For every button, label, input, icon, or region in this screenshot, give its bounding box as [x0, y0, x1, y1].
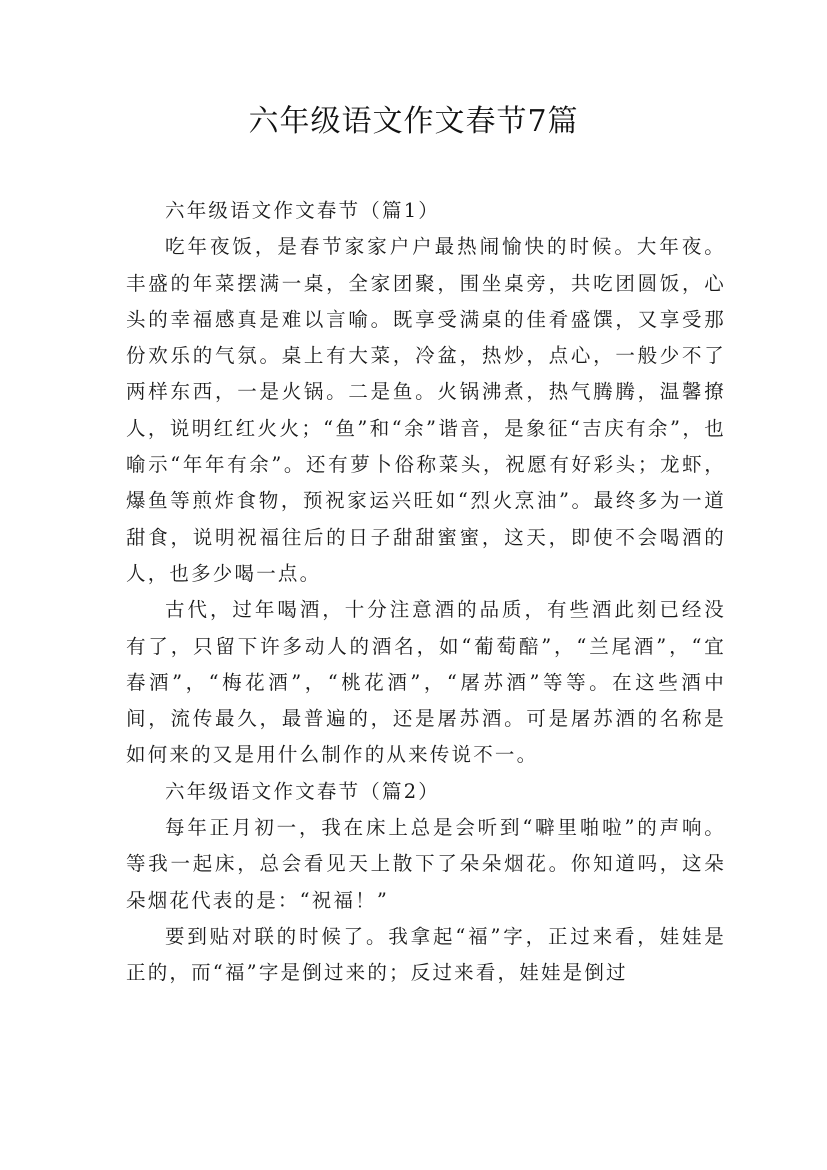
paragraph-4: 要到贴对联的时候了。我拿起“福”字，正过来看，娃娃是正的，而“福”字是倒过来的；反过来看，娃娃是倒过: [126, 924, 726, 985]
section-heading-2: 六年级语文作文春节（篇2）: [165, 779, 441, 803]
document-title: 六年级语文作文春节7篇: [248, 104, 579, 139]
document-body: [126, 193, 726, 992]
paragraph-2: 古代，过年喝酒，十分注意酒的品质，有些酒此刻已经没有了，只留下许多动人的酒名，如“葡萄醅”，“兰尾酒”，“宜春酒”，“梅花酒”，“桃花酒”，“屠苏酒”等等。在这些酒中间，流传最久，最普遍的，还是屠苏酒。可是屠苏酒的名称是如何来的又是用什么制作的从来传说不一。: [126, 598, 726, 767]
section-heading-1: 六年级语文作文春节（篇1）: [165, 199, 441, 222]
paragraph-1: 吃年夜饭，是春节家家户户最热闹愉快的时候。大年夜。丰盛的年菜摆满一桌，全家团聚，围坐桌旁，共吃团圆饭，心头的幸福感真是难以言喻。既享受满桌的佳肴盛馔，又享受那份欢乐的气氛。桌上有大菜，冷盆，热炒，点心，一般少不了两样东西，一是火锅。二是鱼。火锅沸煮，热气腾腾，温馨撩人，说明红红火火；“鱼”和“余”谐音，是象征“吉庆有余”，也喻示“年年有余”。还有萝卜俗称菜头，祝愿有好彩头；龙虾，爆鱼等煎炸食物，预祝家运兴旺如“烈火烹油”。最终多为一道甜食，说明祝福往后的日子甜甜蜜蜜，这天，即使不会喝酒的人，也多少喝一点。: [126, 235, 726, 585]
paragraph-3: 每年正月初一，我在床上总是会听到“噼里啪啦”的声响。等我一起床，总会看见天上散下了朵朵烟花。你知道吗，这朵朵烟花代表的是：“祝福！”: [126, 816, 726, 912]
